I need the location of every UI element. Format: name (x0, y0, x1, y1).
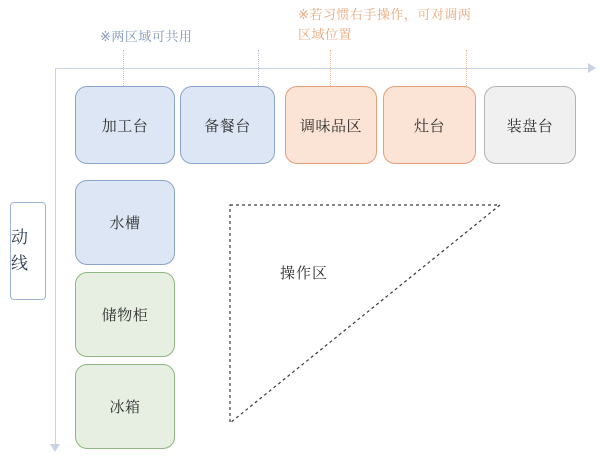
work-triangle (225, 200, 505, 428)
zone-box-stove[interactable] (383, 86, 476, 164)
note-shared-zones: ※两区域可共用 (100, 30, 193, 45)
zone-label: 装盘台 (506, 116, 554, 135)
zone-label: 备餐台 (204, 116, 251, 135)
zone-label: 冰箱 (109, 398, 141, 416)
zone-box-storage-cabinet[interactable] (75, 272, 175, 357)
zone-box-sink[interactable] (75, 180, 175, 265)
zone-label: 水槽 (109, 214, 141, 232)
zone-label: 灶台 (413, 116, 445, 135)
zone-label: 加工台 (101, 116, 149, 135)
zone-box-seasoning-area[interactable] (285, 86, 377, 164)
axis-vertical (55, 68, 56, 448)
arrow-down-icon (50, 444, 60, 452)
axis-horizontal (55, 68, 595, 69)
note-right-hand-swap: ※若习惯右手操作，可对调两区域位置 (298, 8, 472, 43)
work-zone-label: 操作区 (280, 264, 329, 282)
zone-box-prep-counter[interactable] (75, 86, 175, 164)
arrow-right-icon (588, 63, 596, 73)
zone-box-refrigerator[interactable] (75, 364, 175, 449)
zone-box-plating-counter[interactable] (484, 86, 576, 164)
zone-label: 储物柜 (101, 306, 149, 324)
flow-direction-label (10, 202, 46, 300)
zone-box-serving-counter[interactable] (180, 86, 275, 164)
flow-direction-text: 动线 (11, 228, 29, 274)
zone-label: 调味品区 (299, 116, 362, 135)
